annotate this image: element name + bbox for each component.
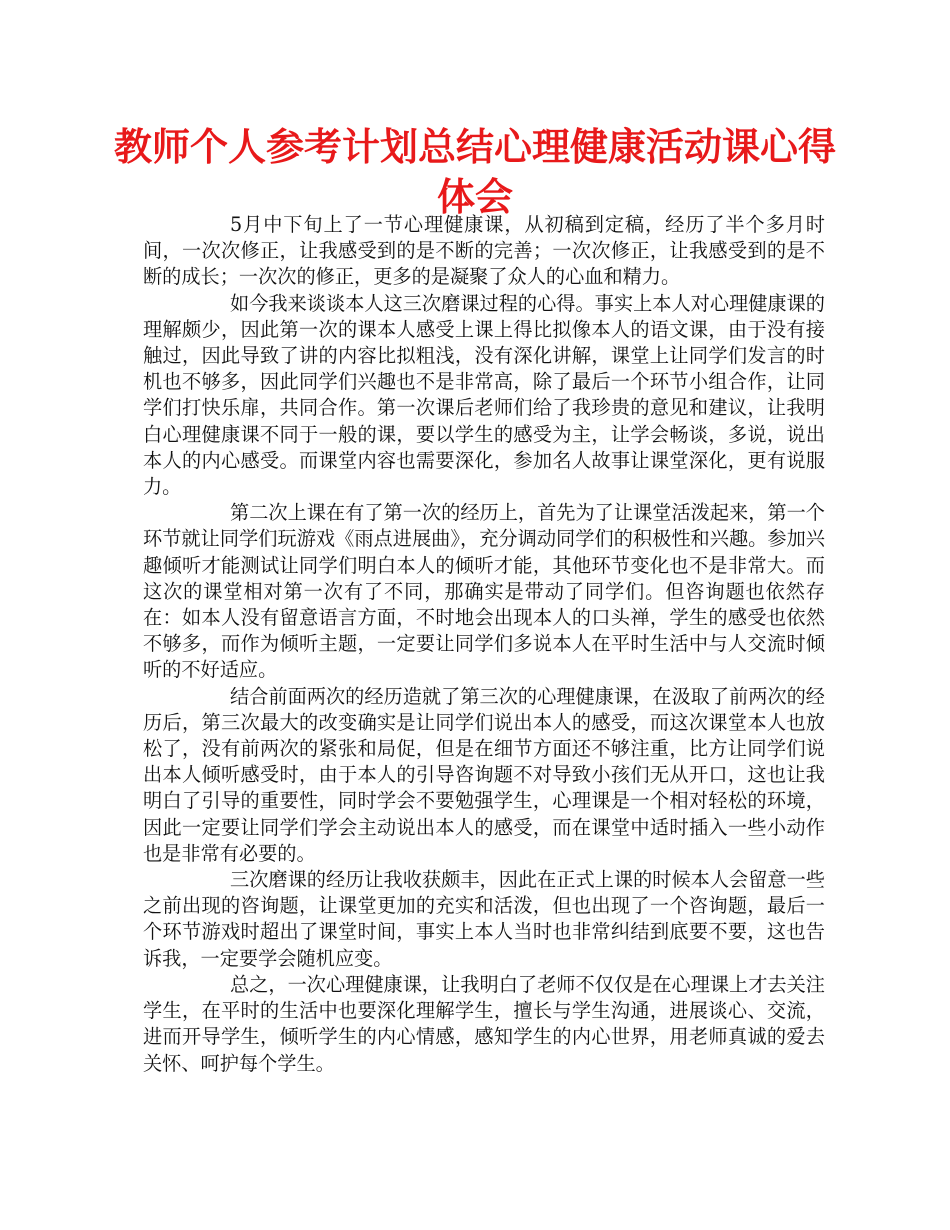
- document-title: 教师个人参考计划总结心理健康活动课心得体会: [113, 125, 836, 219]
- paragraph: 如今我来谈谈本人这三次磨课过程的心得。事实上本人对心理健康课的理解颇少，因此第一次的课本人感受上课上得比拟像本人的语文课，由于没有接触过，因此导致了讲的内容比拟粗浅，没有深化讲解，课堂上让同学们发言的时机也不够多，因此同学们兴趣也不是非常高，除了最后一个环节小组合作，让同学们打快乐扉，共同合作。第一次课后老师们给了我珍贵的意见和建议，让我明白心理健康课不同于一般的课，要以学生的感受为主，让学会畅谈，多说，说出本人的内心感受。而课堂内容也需要深化，参加名人故事让课堂深化，更有说服力。: [143, 291, 825, 499]
- document-body: [143, 212, 825, 1077]
- paragraph: 总之，一次心理健康课，让我明白了老师不仅仅是在心理课上才去关注学生，在平时的生活中也要深化理解学生，擅长与学生沟通，进展谈心、交流，进而开导学生，倾听学生的内心情感，感知学生的内心世界，用老师真诚的爱去关怀、呵护每个学生。: [143, 972, 825, 1075]
- paragraph: 三次磨课的经历让我收获颇丰，因此在正式上课的时候本人会留意一些之前出现的咨询题，让课堂更加的充实和活泼，但也出现了一个咨询题，最后一个环节游戏时超出了课堂时间，事实上本人当时也非常纠结到底要不要，这也告诉我，一定要学会随机应变。: [143, 868, 825, 970]
- paragraph: 5月中下旬上了一节心理健康课，从初稿到定稿，经历了半个多月时间，一次次修正，让我感受到的是不断的完善；一次次修正，让我感受到的是不断的成长；一次次的修正，更多的是凝聚了众人的心血和精力。: [143, 213, 825, 289]
- paragraph: 第二次上课在有了第一次的经历上，首先为了让课堂活泼起来，第一个环节就让同学们玩游戏《雨点进展曲》，充分调动同学们的积极性和兴趣。参加兴趣倾听才能测试让同学们明白本人的倾听才能，其他环节变化也不是非常大。而这次的课堂相对第一次有了不同，那确实是带动了同学们。但咨询题也依然存在：如本人没有留意语言方面，不时地会出现本人的口头禅，学生的感受也依然不够多，而作为倾听主题，一定要让同学们多说本人在平时生活中与人交流时倾听的不好适应。: [143, 501, 825, 682]
- paragraph: 结合前面两次的经历造就了第三次的心理健康课，在汲取了前两次的经历后，第三次最大的改变确实是让同学们说出本人的感受，而这次课堂本人也放松了，没有前两次的紧张和局促，但是在细节方面还不够注重，比方让同学们说出本人倾听感受时，由于本人的引导咨询题不对导致小孩们无从开口，这也让我明白了引导的重要性，同时学会不要勉强学生，心理课是一个相对轻松的环境，因此一定要让同学们学会主动说出本人的感受，而在课堂中适时插入一些小动作也是非常有必要的。: [143, 684, 825, 865]
